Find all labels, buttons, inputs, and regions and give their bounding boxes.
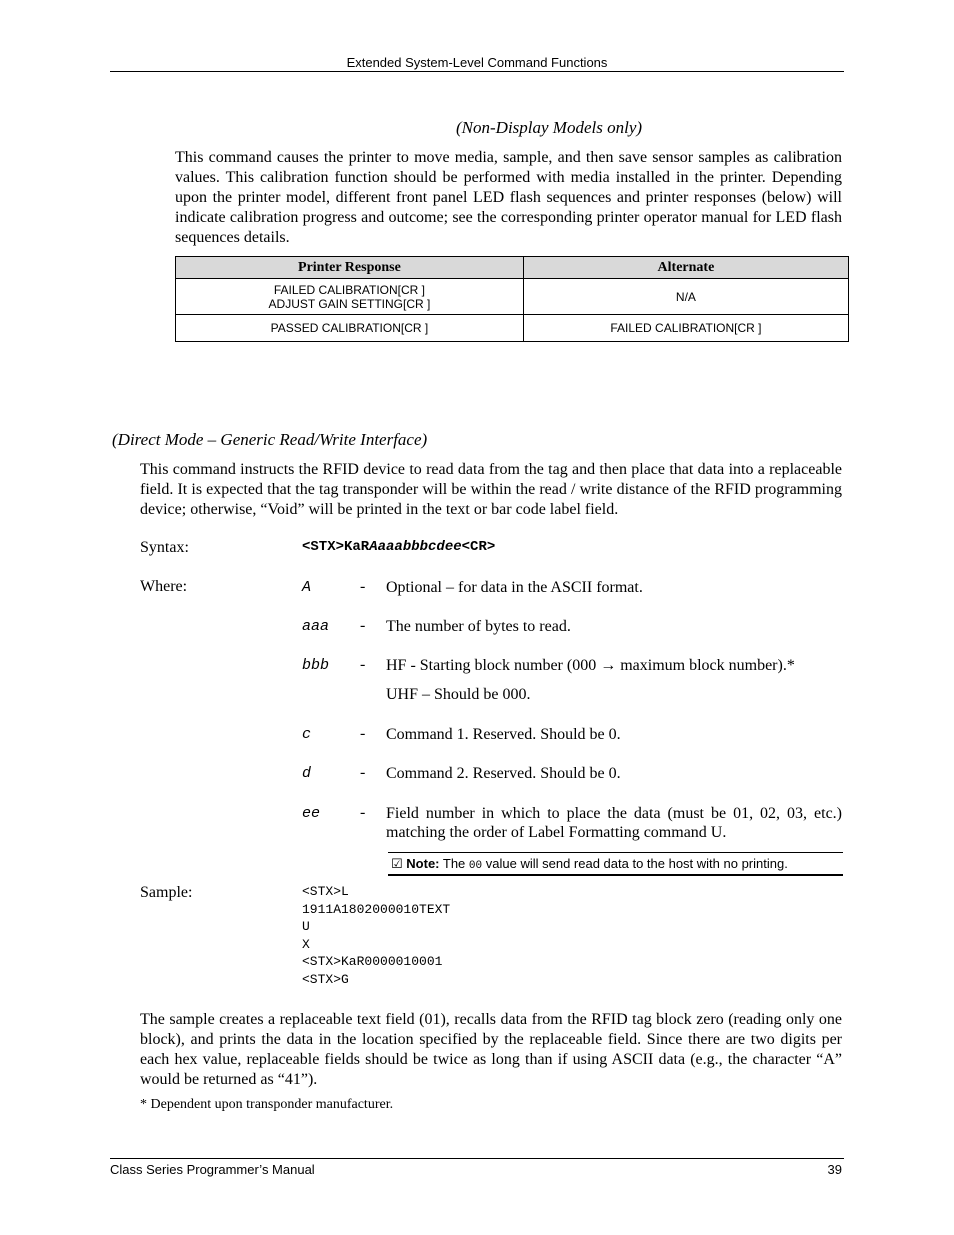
section-heading-rfid-read: (Direct Mode – Generic Read/Write Interface) <box>112 430 428 449</box>
param-description: HF - Starting block number (000 → maximum block number).* <box>386 657 795 674</box>
param-description: Command 2. Reserved. Should be 0. <box>386 765 621 782</box>
sample-explanation: The sample creates a replaceable text field (01), recalls data from the RFID tag block zero (reading only one block), and prints the data in the location specified by the replaceable field. Since there are two digits per each hex value, replaceable fields should be twice as long than if using ASCII data (e.g., the character “A” would be returned as “41”). <box>140 1011 842 1088</box>
footnote: * Dependent upon transponder manufacturer. <box>140 1097 394 1112</box>
column-header-alternate: Alternate <box>523 257 848 279</box>
param-name: ee <box>302 805 321 822</box>
footer-manual-title: Class Series Programmer’s Manual <box>110 1162 315 1177</box>
response-line: FAILED CALIBRATION[CR ] <box>273 282 425 297</box>
where-label: Where: <box>140 578 188 595</box>
table-row <box>176 315 849 342</box>
page-number: 39 <box>827 1162 842 1177</box>
param-dash: - <box>360 804 366 821</box>
table-cell-alternate: N/A <box>523 279 848 315</box>
sample-label: Sample: <box>140 884 193 901</box>
syntax-label: Syntax: <box>140 539 189 556</box>
code-line: U <box>302 919 310 935</box>
param-dash: - <box>360 656 366 673</box>
param-description: The number of bytes to read. <box>386 618 571 635</box>
param-dash: - <box>360 764 366 781</box>
code-line: <STX>G <box>302 971 349 987</box>
rfid-read-description: This command instructs the RFID device to read data from the tag and then place that data into a replaceable field. It is expected that the tag transponder will be within the read / write distance of the RFID programming device; otherwise, “Void” will be printed in the text or bar code label field. <box>140 461 842 518</box>
param-description: Field number in which to place the data (must be 01, 02, 03, etc.) matching the order of Label Formatting command U. <box>386 805 842 841</box>
table-cell-alternate: FAILED CALIBRATION[CR ] <box>523 315 848 342</box>
param-name: d <box>302 765 312 782</box>
param-name: aaa <box>302 618 330 635</box>
syntax-value <box>302 539 495 555</box>
code-line: <STX>KaR0000010001 <box>302 954 443 970</box>
note-label: Note: <box>406 856 440 871</box>
section-heading-calibration: (Non-Display Models only) <box>456 118 643 137</box>
param-dash: - <box>360 617 366 634</box>
param-description-uhf: UHF – Should be 000. <box>386 686 531 703</box>
printer-response-table <box>175 256 849 342</box>
syntax-fixed: <STX>KaR <box>302 539 370 555</box>
calibration-description: This command causes the printer to move media, sample, and then save sensor samples as calibration values. This calibration function should be performed with media installed in the printer. Depending upon the printer model, different front panel LED flash sequences and printer responses (below) will indicate calibration progress and outcome; see the corresponding printer operator manual for LED flash sequences details. <box>175 149 842 246</box>
code-line: <STX>L <box>302 884 349 899</box>
param-name: c <box>302 726 312 743</box>
param-description: Command 1. Reserved. Should be 0. <box>386 726 621 743</box>
note-box <box>388 852 843 876</box>
table-cell-response: PASSED CALIBRATION[CR ] <box>176 315 524 342</box>
table-row <box>176 279 849 315</box>
footer-rule <box>110 1158 844 1159</box>
column-header-printer-response: Printer Response <box>176 257 524 279</box>
note-code: 00 <box>468 860 483 872</box>
header-rule <box>110 71 844 72</box>
param-description: Optional – for data in the ASCII format. <box>386 579 643 596</box>
checkbox-icon: ☑ <box>391 856 403 871</box>
param-name: bbb <box>302 657 330 674</box>
running-header: Extended System-Level Command Functions <box>346 55 608 70</box>
table-cell-response <box>176 279 524 315</box>
param-name: A <box>302 579 312 596</box>
table-header-row <box>176 257 849 279</box>
param-dash: - <box>360 578 366 595</box>
response-line: ADJUST GAIN SETTING[CR ] <box>268 296 431 311</box>
note-text: value will send read data to the host with no printing. <box>485 856 788 871</box>
sample-code-block <box>302 883 450 989</box>
param-dash: - <box>360 725 366 742</box>
syntax-end: <CR> <box>461 539 496 555</box>
code-line: 1911A1802000010TEXT <box>302 901 451 917</box>
note-text: The <box>442 856 466 871</box>
syntax-params: Aaaabbbcdee <box>369 539 462 555</box>
code-line: X <box>302 936 310 952</box>
